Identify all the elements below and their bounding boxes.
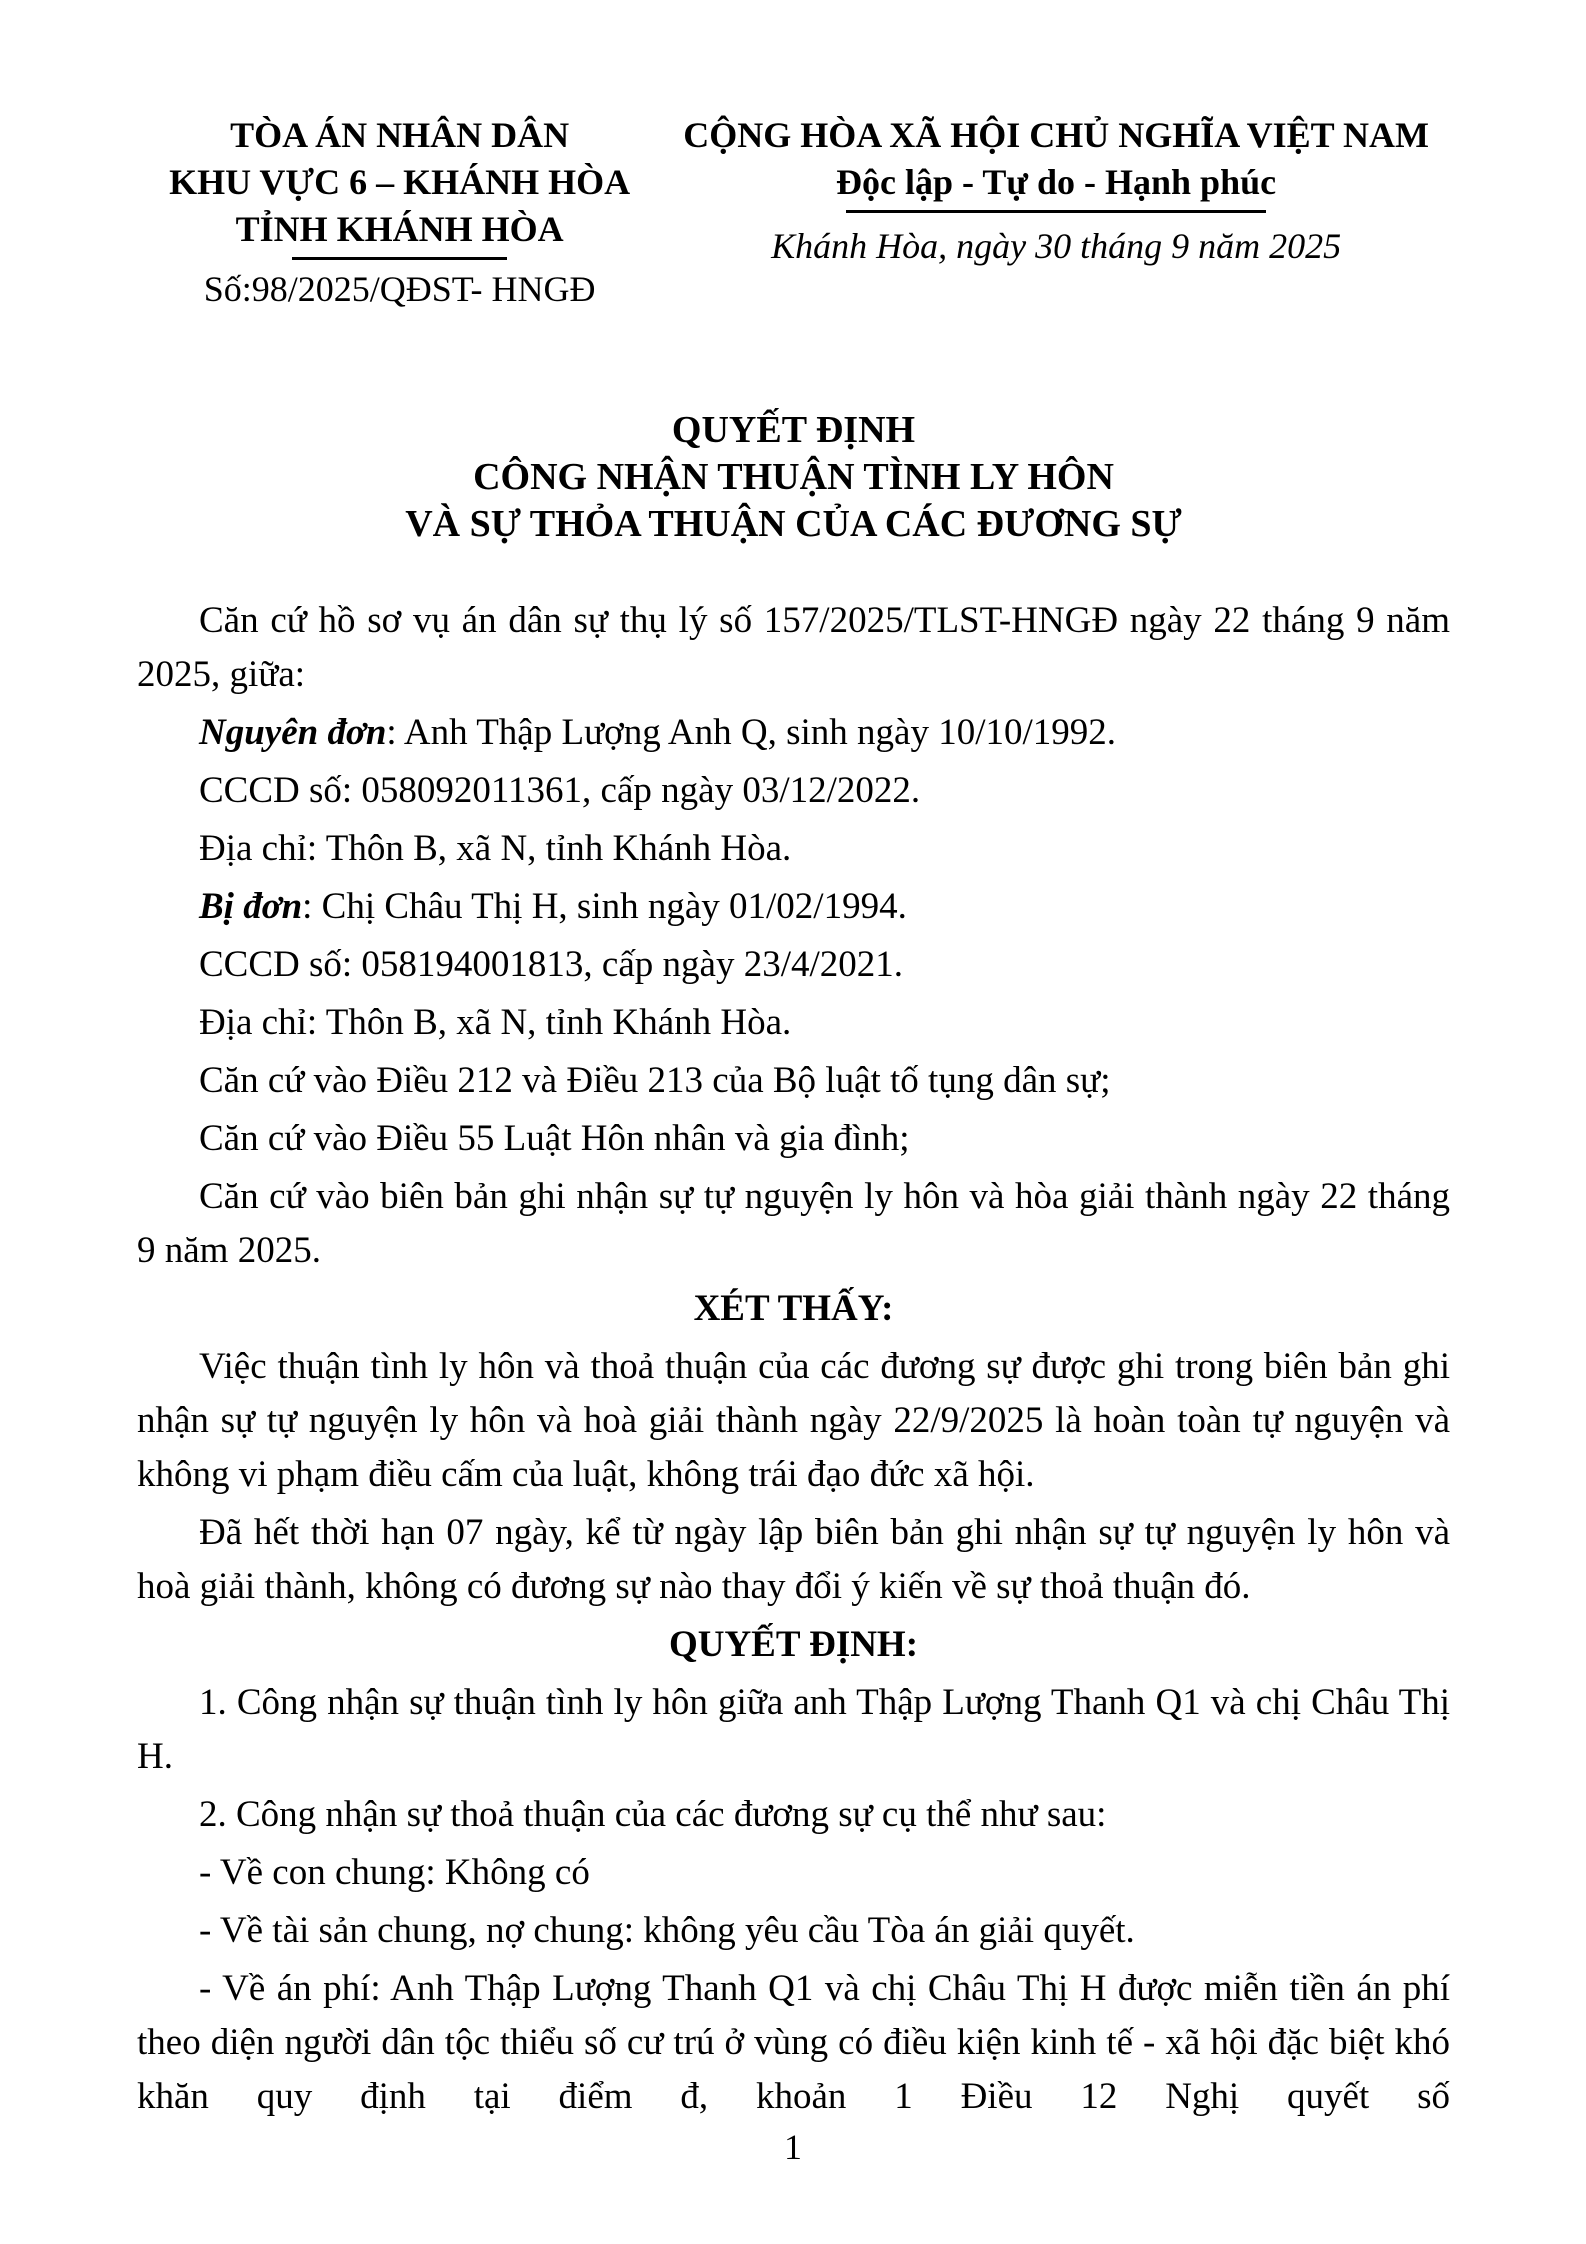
decision-item-2: 2. Công nhận sự thoả thuận của các đương sự cụ thể như sau: [199, 1794, 1107, 1835]
decision-item-children: - Về con chung: Không có [199, 1852, 590, 1893]
defendant-address-line: Địa chỉ: Thôn B, xã N, tỉnh Khánh Hòa. [199, 1002, 792, 1043]
xet-thay-heading: XÉT THẤY: [693, 1288, 894, 1329]
defendant-line [137, 880, 1450, 934]
page-number: 1 [784, 2127, 802, 2167]
decision-item-fees: - Về án phí: Anh Thập Lượng Thanh Q1 và chị Châu Thị H được miễn tiền án phí theo diện người dân tộc thiểu số cư trú ở vùng có điều kiện kinh tế - xã hội đặc biệt khó khăn quy định tại điểm đ, khoản 1 Điều 12 Nghị quyết số [137, 1968, 1450, 2117]
court-name-line3: TỈNH KHÁNH HÒA [235, 209, 564, 249]
document-number: Số:98/2025/QĐST- HNGĐ [203, 269, 596, 309]
title-line3: VÀ SỰ THỎA THUẬN CỦA CÁC ĐƯƠNG SỰ [405, 503, 1182, 545]
xet-thay-paragraph-1: Việc thuận tình ly hôn và thoả thuận của các đương sự được ghi trong biên bản ghi nhận sự tự nguyện ly hôn và hoà giải thành ngày 22/9/2025 là hoàn toàn tự nguyện và không vi phạm điều cấm của luật, không trái đạo đức xã hội. [137, 1346, 1450, 1495]
plaintiff-line [137, 706, 1450, 760]
decision-item-1: 1. Công nhận sự thuận tình ly hôn giữa anh Thập Lượng Thanh Q1 và chị Châu Thị H. [137, 1682, 1450, 1777]
defendant-info: : Chị Châu Thị H, sinh ngày 01/02/1994. [302, 886, 907, 927]
court-name-line1: TÒA ÁN NHÂN DÂN [230, 115, 570, 155]
xet-thay-paragraph-2: Đã hết thời hạn 07 ngày, kể từ ngày lập biên bản ghi nhận sự tự nguyện ly hôn và hoà giải thành, không có đương sự nào thay đổi ý kiến về sự thoả thuận đó. [137, 1512, 1450, 1607]
country-name: CỘNG HÒA XÃ HỘI CHỦ NGHĨA VIỆT NAM [683, 115, 1429, 155]
document-header [137, 112, 1450, 313]
legal-basis-1: Căn cứ vào Điều 212 và Điều 213 của Bộ luật tố tụng dân sự; [199, 1060, 1111, 1101]
title-line1: QUYẾT ĐỊNH [671, 409, 916, 451]
defendant-cccd-line: CCCD số: 058194001813, cấp ngày 23/4/2021. [199, 944, 904, 985]
issuing-authority-block [137, 112, 662, 313]
plaintiff-address-line: Địa chỉ: Thôn B, xã N, tỉnh Khánh Hòa. [199, 828, 792, 869]
court-name-line2: KHU VỰC 6 – KHÁNH HÒA [169, 162, 631, 202]
plaintiff-cccd-line: CCCD số: 058092011361, cấp ngày 03/12/2022. [199, 770, 921, 811]
intro-paragraph: Căn cứ hồ sơ vụ án dân sự thụ lý số 157/2025/TLST-HNGĐ ngày 22 tháng 9 năm 2025, giữa: [137, 600, 1450, 695]
document-title [137, 407, 1450, 548]
legal-basis-2: Căn cứ vào Điều 55 Luật Hôn nhân và gia đình; [199, 1118, 910, 1159]
place-date-line: Khánh Hòa, ngày 30 tháng 9 năm 2025 [771, 226, 1342, 266]
national-motto: Độc lập - Tự do - Hạnh phúc [836, 162, 1277, 202]
title-line2: CÔNG NHẬN THUẬN TÌNH LY HÔN [473, 456, 1114, 498]
national-header-block [662, 112, 1450, 313]
plaintiff-info: : Anh Thập Lượng Anh Q, sinh ngày 10/10/1992. [386, 712, 1116, 753]
header-left-divider [292, 257, 507, 260]
legal-basis-3: Căn cứ vào biên bản ghi nhận sự tự nguyện ly hôn và hòa giải thành ngày 22 tháng 9 năm 2025. [137, 1176, 1450, 1271]
quyet-dinh-heading: QUYẾT ĐỊNH: [668, 1624, 919, 1665]
document-body [137, 594, 1450, 2124]
plaintiff-label: Nguyên đơn [199, 712, 387, 753]
defendant-label: Bị đơn [199, 886, 303, 927]
decision-item-property: - Về tài sản chung, nợ chung: không yêu cầu Tòa án giải quyết. [199, 1910, 1135, 1951]
header-right-divider [846, 210, 1266, 213]
